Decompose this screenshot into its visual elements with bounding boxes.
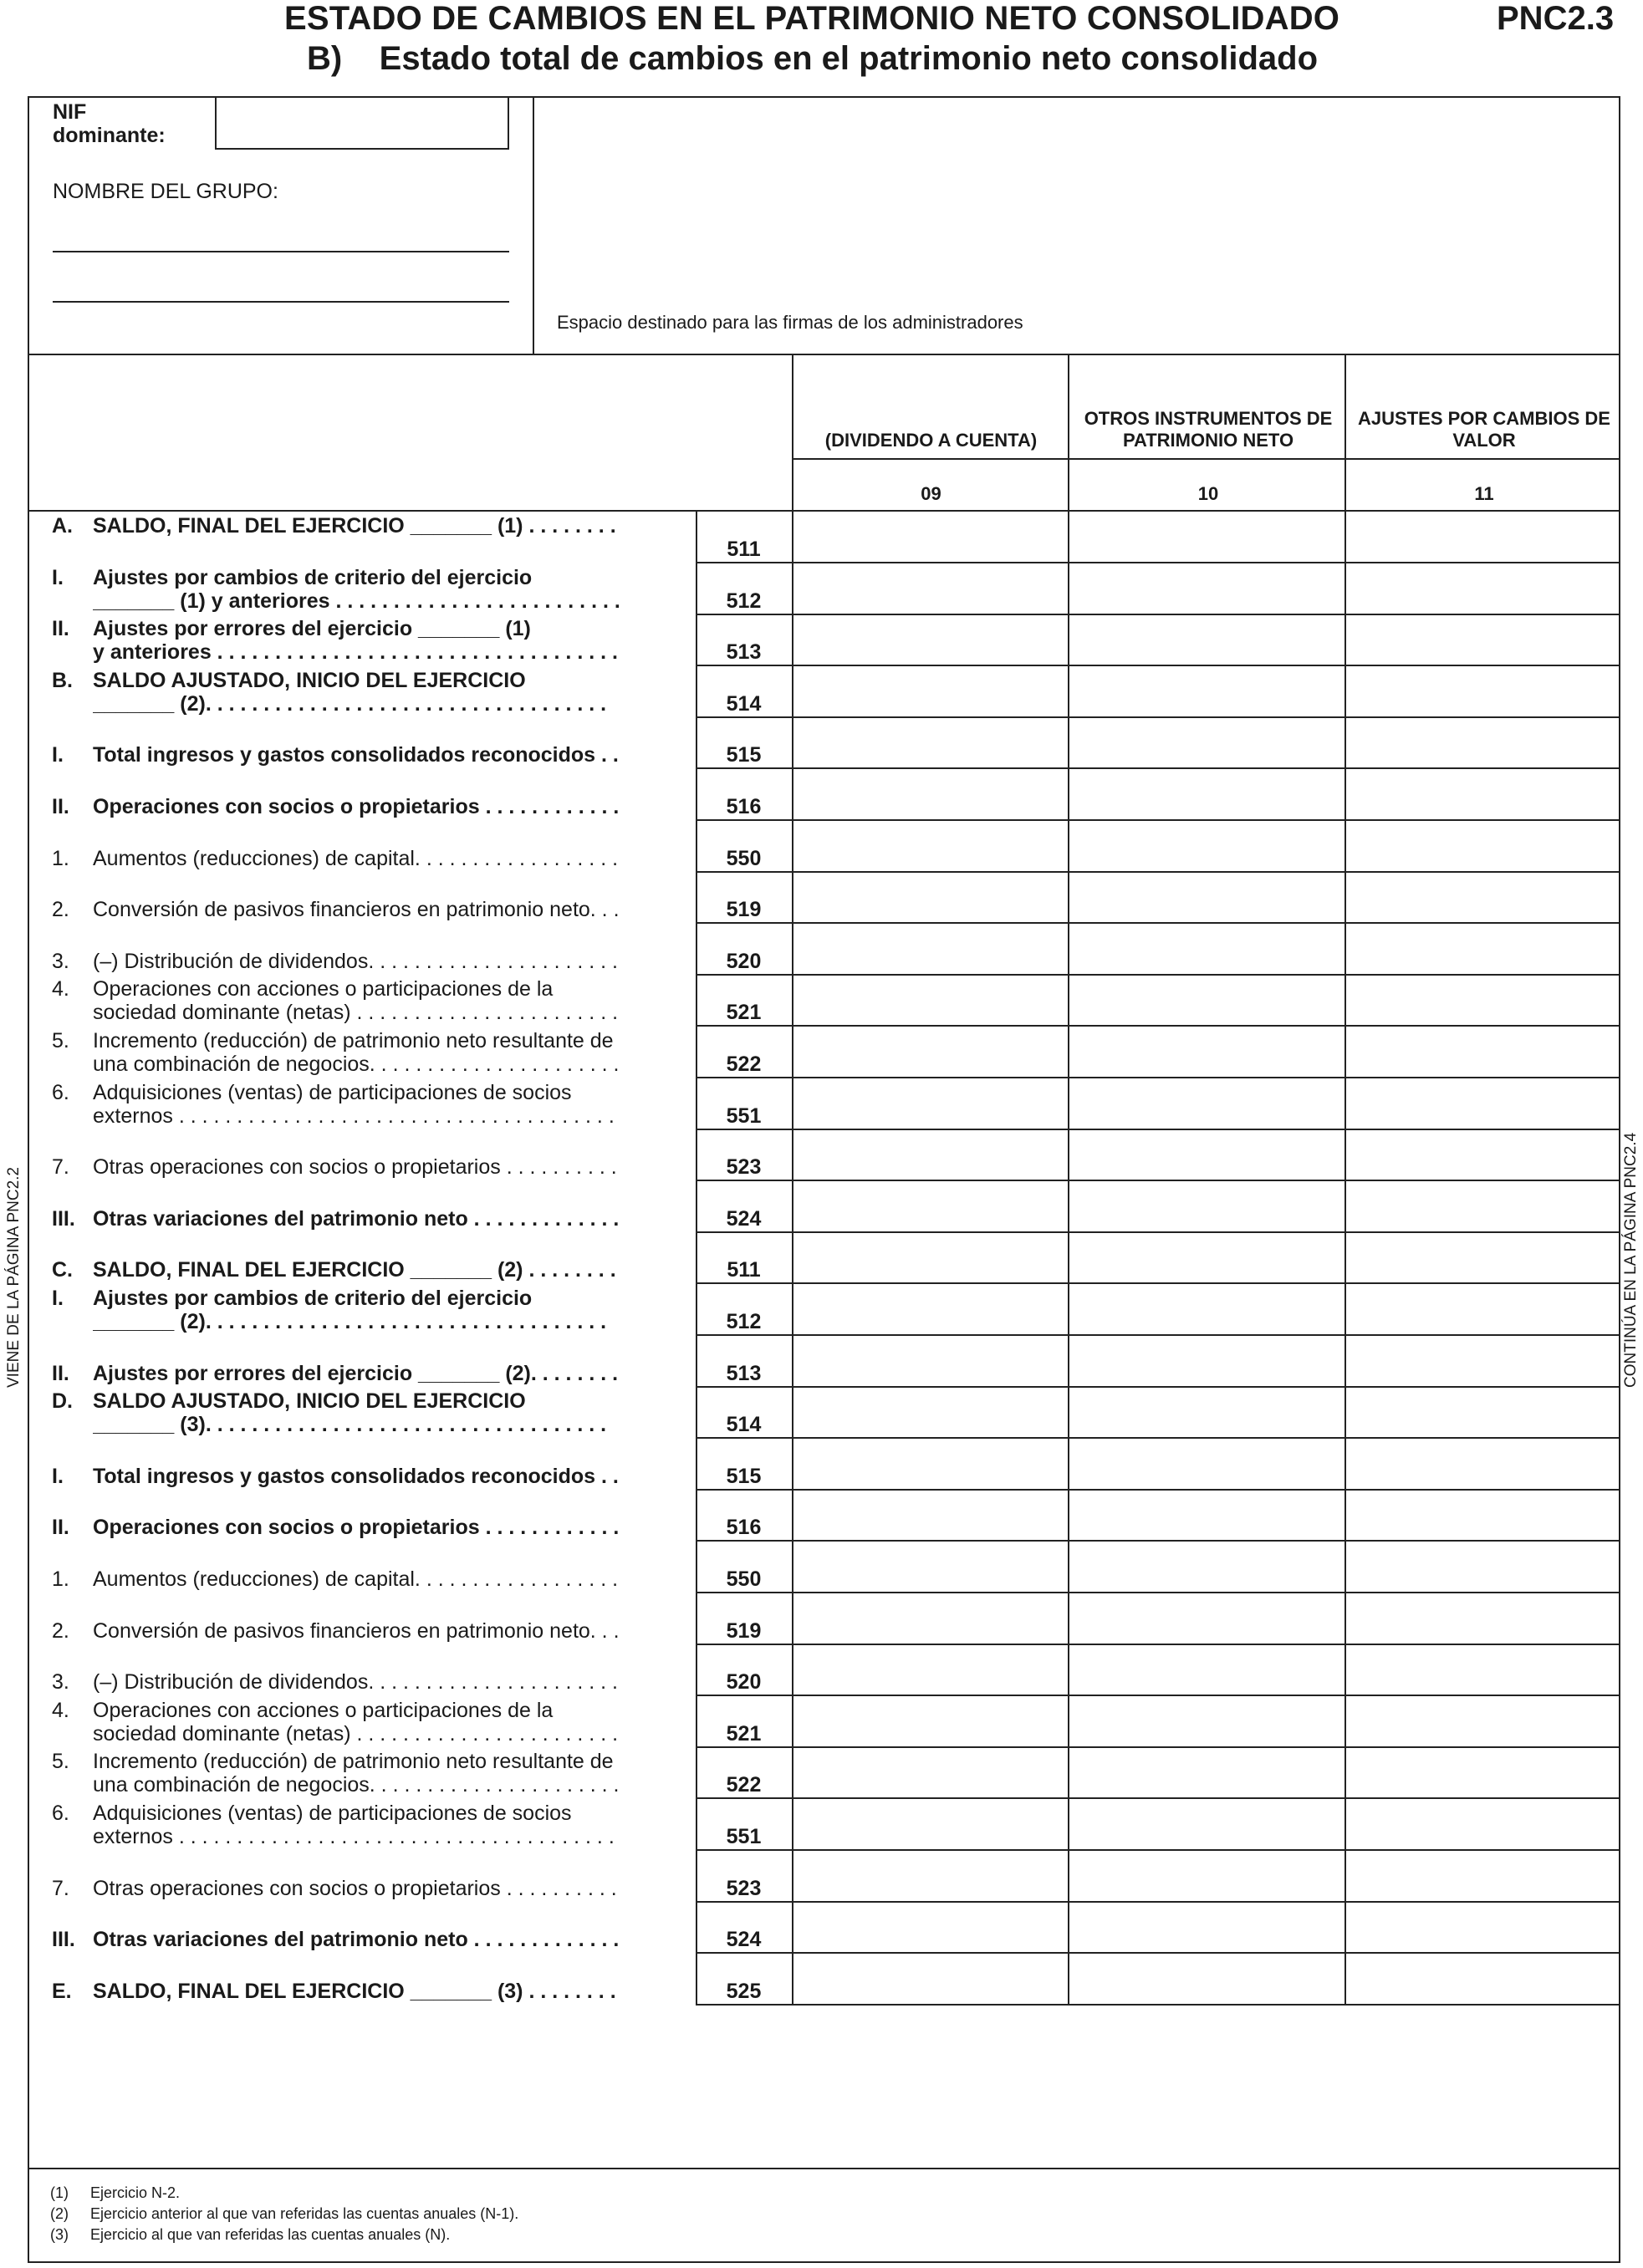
table-row bbox=[0, 1592, 1643, 1644]
table-row bbox=[0, 1849, 1643, 1901]
row-divider bbox=[696, 2004, 1620, 2006]
row-number: 6. bbox=[52, 1802, 69, 1825]
column-number-10: 10 bbox=[1197, 483, 1219, 504]
row-code: 511 bbox=[727, 538, 761, 561]
row-code: 512 bbox=[726, 589, 762, 613]
group-name-label: NOMBRE DEL GRUPO: bbox=[53, 180, 278, 203]
row-number: 3. bbox=[52, 950, 69, 973]
row-code: 522 bbox=[726, 1773, 762, 1797]
input-cell-col-10[interactable] bbox=[1069, 1592, 1345, 1644]
table-row bbox=[0, 1025, 1643, 1077]
row-text-line2: (–) Distribución de dividendos. . . . . . . . . . . . . . . . . . . . . . bbox=[93, 1670, 619, 1694]
side-label-right: CONTINÚA EN LA PÁGINA PNC2.4 bbox=[1622, 1132, 1640, 1388]
input-cell-col-10[interactable] bbox=[1069, 922, 1345, 974]
input-cell-col-11[interactable] bbox=[1345, 922, 1620, 974]
table-row bbox=[0, 1952, 1643, 2004]
input-cell-col-11[interactable] bbox=[1345, 1746, 1620, 1797]
row-code: 550 bbox=[726, 847, 762, 870]
row-text-line2: Otras operaciones con socios o propietarios . . . . . . . . . . bbox=[93, 1877, 617, 1900]
row-text-line2: Operaciones con socios o propietarios . . . . . . . . . . . . bbox=[93, 1516, 620, 1539]
row-text-line1 bbox=[93, 1235, 670, 1258]
column-header-otros-instrumentos: OTROS INSTRUMENTOS DE PATRIMONIO NETO bbox=[1084, 408, 1333, 451]
input-cell-col-10[interactable] bbox=[1069, 1746, 1345, 1797]
input-cell-col-11[interactable] bbox=[1345, 1180, 1620, 1231]
input-cell-col-11[interactable] bbox=[1345, 1437, 1620, 1489]
row-number: 2. bbox=[52, 1619, 69, 1643]
table-row bbox=[0, 1437, 1643, 1489]
input-cell-col-10[interactable] bbox=[1069, 1231, 1345, 1282]
row-code: 511 bbox=[727, 1258, 761, 1282]
table-row bbox=[0, 767, 1643, 819]
row-code: 516 bbox=[726, 795, 762, 818]
row-code: 519 bbox=[726, 898, 762, 921]
input-cell-col-10[interactable] bbox=[1069, 562, 1345, 614]
input-cell-col-10[interactable] bbox=[1069, 1900, 1345, 1952]
input-cell-col-11[interactable] bbox=[1345, 1952, 1620, 2004]
input-cell-col-10[interactable] bbox=[1069, 1025, 1345, 1077]
row-text-line1 bbox=[93, 1492, 670, 1516]
input-cell-col-09[interactable] bbox=[793, 1900, 1068, 1952]
row-text-line2: (–) Distribución de dividendos. . . . . . . . . . . . . . . . . . . . . . bbox=[93, 950, 619, 973]
table-row bbox=[0, 1334, 1643, 1386]
input-cell-col-11[interactable] bbox=[1345, 613, 1620, 665]
row-text-line2: sociedad dominante (netas) . . . . . . . . . . . . . . . . . . . . . . . bbox=[93, 1722, 619, 1746]
input-cell-col-11[interactable] bbox=[1345, 1385, 1620, 1437]
row-code: 550 bbox=[726, 1567, 762, 1591]
row-number: 3. bbox=[52, 1670, 69, 1694]
input-cell-col-10[interactable] bbox=[1069, 1077, 1345, 1129]
table-row bbox=[0, 1385, 1643, 1437]
row-code: 523 bbox=[726, 1877, 762, 1900]
table-row bbox=[0, 1231, 1643, 1282]
input-cell-col-10[interactable] bbox=[1069, 819, 1345, 871]
row-text-line2: Conversión de pasivos financieros en patrimonio neto. . . bbox=[93, 1619, 620, 1643]
input-cell-col-10[interactable] bbox=[1069, 1643, 1345, 1695]
row-text-line1 bbox=[93, 772, 670, 795]
row-text-line1: Ajustes por cambios de criterio del ejercicio bbox=[93, 1287, 533, 1310]
input-cell-col-09[interactable] bbox=[793, 1849, 1068, 1901]
row-number: II. bbox=[52, 795, 69, 818]
input-cell-col-10[interactable] bbox=[1069, 1540, 1345, 1592]
input-cell-col-11[interactable] bbox=[1345, 1643, 1620, 1695]
row-number: II. bbox=[52, 1516, 69, 1539]
input-cell-col-11[interactable] bbox=[1345, 1128, 1620, 1180]
table-row bbox=[0, 1077, 1643, 1129]
row-code: 521 bbox=[726, 1722, 762, 1746]
input-cell-col-10[interactable] bbox=[1069, 613, 1345, 665]
input-cell-col-09[interactable] bbox=[793, 1077, 1068, 1129]
row-number: 7. bbox=[52, 1877, 69, 1900]
input-cell-col-09[interactable] bbox=[793, 922, 1068, 974]
column-number-09: 09 bbox=[921, 483, 941, 504]
row-number: A. bbox=[52, 514, 73, 538]
input-cell-col-09[interactable] bbox=[793, 510, 1068, 562]
input-cell-col-10[interactable] bbox=[1069, 1849, 1345, 1901]
row-code: 519 bbox=[726, 1619, 762, 1643]
row-text-line2: externos . . . . . . . . . . . . . . . . . . . . . . . . . . . . . . . . . . . . . . bbox=[93, 1825, 615, 1848]
row-code: 520 bbox=[726, 950, 762, 973]
row-code: 516 bbox=[726, 1516, 762, 1539]
row-text-line2: _______ (2). . . . . . . . . . . . . . . . . . . . . . . . . . . . . . . . . . . bbox=[93, 692, 607, 716]
table-row bbox=[0, 1282, 1643, 1334]
row-number: B. bbox=[52, 669, 73, 692]
input-cell-col-10[interactable] bbox=[1069, 1488, 1345, 1540]
table-row bbox=[0, 1746, 1643, 1797]
input-cell-col-11[interactable] bbox=[1345, 1282, 1620, 1334]
table-row bbox=[0, 1900, 1643, 1952]
row-text-line2: Aumentos (reducciones) de capital. . . . . . . . . . . . . . . . . . bbox=[93, 847, 619, 870]
row-code: 525 bbox=[726, 1980, 762, 2003]
row-text-line2: Otras operaciones con socios o propietarios . . . . . . . . . . bbox=[93, 1155, 617, 1179]
row-text-line1 bbox=[93, 1647, 670, 1670]
nif-field[interactable] bbox=[215, 96, 509, 150]
row-text-line1: SALDO AJUSTADO, INICIO DEL EJERCICIO bbox=[93, 1389, 526, 1413]
table-row bbox=[0, 1180, 1643, 1231]
footnote-divider bbox=[28, 2168, 1620, 2169]
input-cell-col-10[interactable] bbox=[1069, 1695, 1345, 1746]
footnote-1-text: Ejercicio N-2. bbox=[90, 2184, 181, 2201]
row-text-line1: Adquisiciones (ventas) de participaciones de socios bbox=[93, 1081, 572, 1104]
input-cell-col-10[interactable] bbox=[1069, 510, 1345, 562]
row-code: 551 bbox=[726, 1104, 762, 1128]
input-cell-col-11[interactable] bbox=[1345, 1488, 1620, 1540]
row-text-line2: Ajustes por errores del ejercicio _______ (2). . . . . . . . bbox=[93, 1362, 619, 1385]
row-code: 522 bbox=[726, 1052, 762, 1076]
row-text-line2: Aumentos (reducciones) de capital. . . . . . . . . . . . . . . . . . bbox=[93, 1567, 619, 1591]
input-cell-col-10[interactable] bbox=[1069, 1282, 1345, 1334]
input-cell-col-09[interactable] bbox=[793, 1643, 1068, 1695]
input-cell-col-11[interactable] bbox=[1345, 1849, 1620, 1901]
input-cell-col-09[interactable] bbox=[793, 665, 1068, 716]
nif-label-line2: dominante: bbox=[53, 124, 166, 147]
row-number: II. bbox=[52, 617, 69, 640]
row-text-line2: sociedad dominante (netas) . . . . . . . . . . . . . . . . . . . . . . . bbox=[93, 1001, 619, 1024]
input-cell-col-10[interactable] bbox=[1069, 716, 1345, 767]
input-cell-col-09[interactable] bbox=[793, 562, 1068, 614]
column-header-dividendo: (DIVIDENDO A CUENTA) bbox=[824, 430, 1038, 451]
form-title: ESTADO DE CAMBIOS EN EL PATRIMONIO NETO CONSOLIDADO bbox=[284, 0, 1340, 37]
row-text-line1 bbox=[93, 874, 670, 898]
input-cell-col-09[interactable] bbox=[793, 1695, 1068, 1746]
input-cell-col-09[interactable] bbox=[793, 1128, 1068, 1180]
row-number: II. bbox=[52, 1362, 69, 1385]
input-cell-col-10[interactable] bbox=[1069, 1128, 1345, 1180]
row-text-line1: Incremento (reducción) de patrimonio neto resultante de bbox=[93, 1750, 614, 1773]
column-header-ajustes: AJUSTES POR CAMBIOS DE VALOR bbox=[1358, 408, 1610, 451]
row-code: 514 bbox=[726, 692, 762, 716]
page-code: PNC2.3 bbox=[1497, 0, 1615, 37]
input-cell-col-11[interactable] bbox=[1345, 665, 1620, 716]
row-text-line1 bbox=[93, 1184, 670, 1207]
row-text-line1: Operaciones con acciones o participaciones de la bbox=[93, 977, 554, 1001]
row-text-line1 bbox=[93, 1544, 670, 1567]
footnote-2-text: Ejercicio anterior al que van referidas las cuentas anuales (N-1). bbox=[90, 2205, 519, 2222]
footnote-2-number: (2) bbox=[50, 2205, 69, 2222]
row-number: D. bbox=[52, 1389, 73, 1413]
row-text-line1: Incremento (reducción) de patrimonio neto resultante de bbox=[93, 1029, 614, 1052]
input-cell-col-09[interactable] bbox=[793, 1746, 1068, 1797]
row-text-line1 bbox=[93, 1338, 670, 1362]
row-code: 521 bbox=[726, 1001, 762, 1024]
input-cell-col-10[interactable] bbox=[1069, 1797, 1345, 1849]
row-number: 4. bbox=[52, 977, 69, 1001]
row-number: I. bbox=[52, 566, 64, 589]
input-cell-col-10[interactable] bbox=[1069, 1180, 1345, 1231]
table-row bbox=[0, 613, 1643, 665]
row-text-line1 bbox=[93, 720, 670, 743]
row-number: III. bbox=[52, 1928, 75, 1951]
footnote-1 bbox=[50, 2184, 180, 2203]
signature-divider bbox=[533, 96, 534, 354]
row-number: 1. bbox=[52, 1567, 69, 1591]
row-text-line2: Otras variaciones del patrimonio neto . . . . . . . . . . . . . bbox=[93, 1928, 620, 1951]
row-code: 520 bbox=[726, 1670, 762, 1694]
footnote-1-number: (1) bbox=[50, 2184, 69, 2201]
input-cell-col-09[interactable] bbox=[793, 767, 1068, 819]
input-cell-col-11[interactable] bbox=[1345, 562, 1620, 614]
input-cell-col-09[interactable] bbox=[793, 1231, 1068, 1282]
table-row bbox=[0, 510, 1643, 562]
input-cell-col-11[interactable] bbox=[1345, 1334, 1620, 1386]
row-text-line2: una combinación de negocios. . . . . . . . . . . . . . . . . . . . . . bbox=[93, 1052, 620, 1076]
row-text-line1: Adquisiciones (ventas) de participaciones de socios bbox=[93, 1802, 572, 1825]
row-code: 514 bbox=[726, 1413, 762, 1436]
input-cell-col-11[interactable] bbox=[1345, 1592, 1620, 1644]
input-cell-col-11[interactable] bbox=[1345, 1695, 1620, 1746]
row-text-line2: _______ (1) y anteriores . . . . . . . . . . . . . . . . . . . . . . . . . bbox=[93, 589, 620, 613]
row-code: 524 bbox=[726, 1207, 762, 1231]
row-text-line1 bbox=[93, 823, 670, 847]
input-cell-col-09[interactable] bbox=[793, 1952, 1068, 2004]
row-text-line1: Ajustes por cambios de criterio del ejercicio bbox=[93, 566, 533, 589]
row-number: I. bbox=[52, 1465, 64, 1488]
row-number: E. bbox=[52, 1980, 72, 2003]
footnote-3-text: Ejercicio al que van referidas las cuentas anuales (N). bbox=[90, 2226, 451, 2243]
input-cell-col-09[interactable] bbox=[793, 1797, 1068, 1849]
row-number: I. bbox=[52, 743, 64, 767]
table-row bbox=[0, 562, 1643, 614]
table-row bbox=[0, 716, 1643, 767]
row-code: 515 bbox=[726, 743, 762, 767]
row-text-line1 bbox=[93, 1132, 670, 1155]
table-row bbox=[0, 665, 1643, 716]
row-text-line1 bbox=[93, 926, 670, 950]
row-code: 523 bbox=[726, 1155, 762, 1179]
row-text-line1 bbox=[93, 1956, 670, 1980]
input-cell-col-10[interactable] bbox=[1069, 1334, 1345, 1386]
row-number: III. bbox=[52, 1207, 75, 1231]
input-cell-col-09[interactable] bbox=[793, 716, 1068, 767]
row-number: 4. bbox=[52, 1699, 69, 1722]
row-code: 512 bbox=[726, 1310, 762, 1333]
row-code: 524 bbox=[726, 1928, 762, 1951]
input-cell-col-09[interactable] bbox=[793, 1385, 1068, 1437]
input-cell-col-10[interactable] bbox=[1069, 767, 1345, 819]
input-cell-col-11[interactable] bbox=[1345, 819, 1620, 871]
row-text-line2: _______ (2). . . . . . . . . . . . . . . . . . . . . . . . . . . . . . . . . . . bbox=[93, 1310, 607, 1333]
row-text-line1: Operaciones con acciones o participaciones de la bbox=[93, 1699, 554, 1722]
input-cell-col-11[interactable] bbox=[1345, 716, 1620, 767]
row-text-line2: Total ingresos y gastos consolidados reconocidos . . bbox=[93, 1465, 619, 1488]
top-section-divider bbox=[28, 354, 1620, 355]
table-row bbox=[0, 1695, 1643, 1746]
row-text-line2: Total ingresos y gastos consolidados reconocidos . . bbox=[93, 743, 619, 767]
input-cell-col-09[interactable] bbox=[793, 1592, 1068, 1644]
row-text-line2: una combinación de negocios. . . . . . . . . . . . . . . . . . . . . . bbox=[93, 1773, 620, 1797]
row-text-line2: Operaciones con socios o propietarios . . . . . . . . . . . . bbox=[93, 795, 620, 818]
table-row bbox=[0, 922, 1643, 974]
row-text-line2: SALDO, FINAL DEL EJERCICIO _______ (2) . . . . . . . . bbox=[93, 1258, 616, 1282]
table-row bbox=[0, 973, 1643, 1025]
input-cell-col-11[interactable] bbox=[1345, 1025, 1620, 1077]
input-cell-col-11[interactable] bbox=[1345, 870, 1620, 922]
row-code: 513 bbox=[726, 1362, 762, 1385]
input-cell-col-11[interactable] bbox=[1345, 1231, 1620, 1282]
table-row bbox=[0, 1540, 1643, 1592]
row-number: 7. bbox=[52, 1155, 69, 1179]
footnote-3 bbox=[50, 2225, 450, 2245]
input-cell-col-09[interactable] bbox=[793, 870, 1068, 922]
row-text-line1: SALDO AJUSTADO, INICIO DEL EJERCICIO bbox=[93, 669, 526, 692]
input-cell-col-09[interactable] bbox=[793, 1488, 1068, 1540]
table-row bbox=[0, 1488, 1643, 1540]
row-number: 5. bbox=[52, 1750, 69, 1773]
side-label-left: VIENE DE LA PÁGINA PNC2.2 bbox=[5, 1167, 23, 1388]
table-row bbox=[0, 819, 1643, 871]
row-text-line1: Ajustes por errores del ejercicio _______ (1) bbox=[93, 617, 531, 640]
row-code: 551 bbox=[726, 1825, 762, 1848]
input-cell-col-09[interactable] bbox=[793, 819, 1068, 871]
table-row bbox=[0, 870, 1643, 922]
table-row bbox=[0, 1797, 1643, 1849]
input-cell-col-11[interactable] bbox=[1345, 1900, 1620, 1952]
input-cell-col-11[interactable] bbox=[1345, 1797, 1620, 1849]
input-cell-col-10[interactable] bbox=[1069, 1385, 1345, 1437]
input-cell-col-09[interactable] bbox=[793, 1540, 1068, 1592]
input-cell-col-10[interactable] bbox=[1069, 870, 1345, 922]
footnote-2 bbox=[50, 2204, 518, 2224]
input-cell-col-11[interactable] bbox=[1345, 767, 1620, 819]
col-header-divider bbox=[792, 458, 1620, 460]
input-cell-col-09[interactable] bbox=[793, 613, 1068, 665]
signatures-label: Espacio destinado para las firmas de los administradores bbox=[557, 312, 1023, 333]
input-cell-col-09[interactable] bbox=[793, 1334, 1068, 1386]
row-number: 5. bbox=[52, 1029, 69, 1052]
input-cell-col-10[interactable] bbox=[1069, 973, 1345, 1025]
row-number: I. bbox=[52, 1287, 64, 1310]
column-number-11: 11 bbox=[1474, 483, 1494, 504]
input-cell-col-11[interactable] bbox=[1345, 1540, 1620, 1592]
form-subtitle: B) Estado total de cambios en el patrimonio neto consolidado bbox=[307, 40, 1319, 77]
input-cell-col-09[interactable] bbox=[793, 973, 1068, 1025]
input-cell-col-10[interactable] bbox=[1069, 1952, 1345, 2004]
input-cell-col-09[interactable] bbox=[793, 1437, 1068, 1489]
row-code: 515 bbox=[726, 1465, 762, 1488]
row-text-line1 bbox=[93, 1596, 670, 1619]
row-text-line1 bbox=[93, 1441, 670, 1465]
group-name-line-1[interactable] bbox=[53, 251, 509, 252]
footnote-3-number: (3) bbox=[50, 2226, 69, 2243]
nif-label-line1: NIF bbox=[53, 100, 87, 124]
row-text-line2: SALDO, FINAL DEL EJERCICIO _______ (3) . . . . . . . . bbox=[93, 1980, 616, 2003]
row-number: 6. bbox=[52, 1081, 69, 1104]
table-row bbox=[0, 1643, 1643, 1695]
row-code: 513 bbox=[726, 640, 762, 664]
row-number: 1. bbox=[52, 847, 69, 870]
row-number: C. bbox=[52, 1258, 73, 1282]
row-text-line2: externos . . . . . . . . . . . . . . . . . . . . . . . . . . . . . . . . . . . . . . bbox=[93, 1104, 615, 1128]
input-cell-col-10[interactable] bbox=[1069, 665, 1345, 716]
row-text-line2: _______ (3). . . . . . . . . . . . . . . . . . . . . . . . . . . . . . . . . . . bbox=[93, 1413, 607, 1436]
row-text-line2: Otras variaciones del patrimonio neto . . . . . . . . . . . . . bbox=[93, 1207, 620, 1231]
row-text-line2: y anteriores . . . . . . . . . . . . . . . . . . . . . . . . . . . . . . . . . . . bbox=[93, 640, 618, 664]
input-cell-col-09[interactable] bbox=[793, 1282, 1068, 1334]
row-text-line2: Conversión de pasivos financieros en patrimonio neto. . . bbox=[93, 898, 620, 921]
input-cell-col-09[interactable] bbox=[793, 1180, 1068, 1231]
input-cell-col-11[interactable] bbox=[1345, 510, 1620, 562]
input-cell-col-11[interactable] bbox=[1345, 973, 1620, 1025]
row-text-line1: SALDO, FINAL DEL EJERCICIO _______ (1) . . . . . . . . bbox=[93, 514, 616, 538]
row-number: 2. bbox=[52, 898, 69, 921]
table-row bbox=[0, 1128, 1643, 1180]
row-text-line1 bbox=[93, 1853, 670, 1877]
row-text-line1 bbox=[93, 1904, 670, 1928]
input-cell-col-09[interactable] bbox=[793, 1025, 1068, 1077]
input-cell-col-11[interactable] bbox=[1345, 1077, 1620, 1129]
group-name-line-2[interactable] bbox=[53, 301, 509, 303]
input-cell-col-10[interactable] bbox=[1069, 1437, 1345, 1489]
